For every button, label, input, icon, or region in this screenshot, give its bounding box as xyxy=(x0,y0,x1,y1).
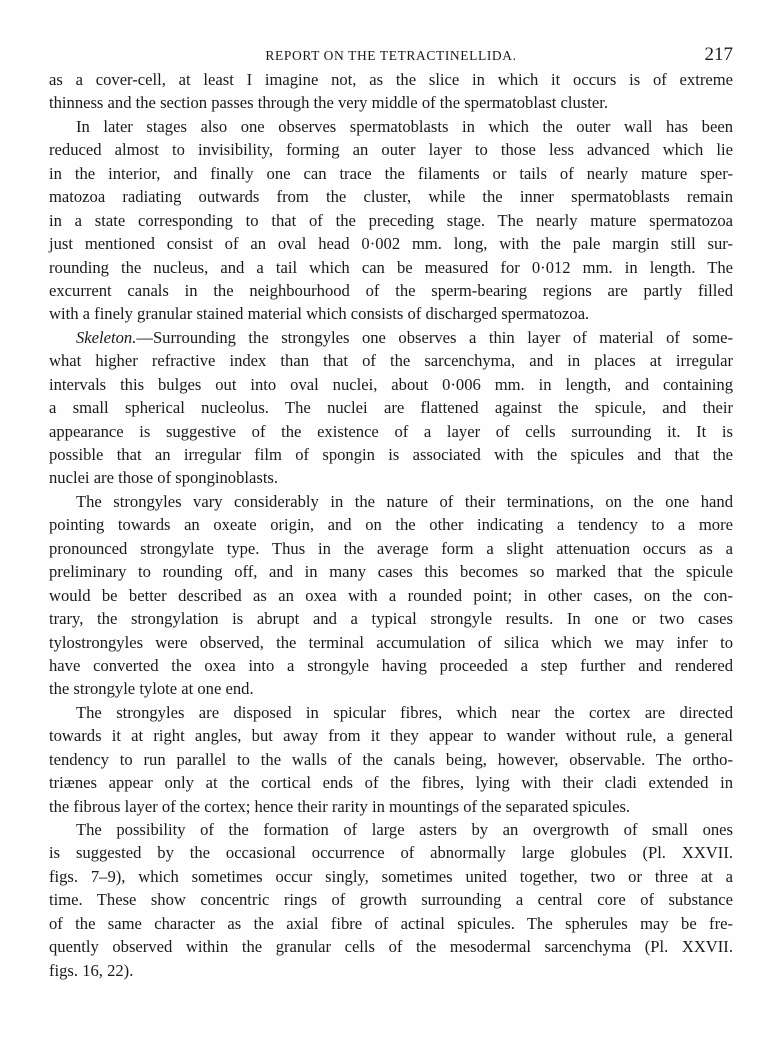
text-line: thinness and the section passes through the very middle of the spermatoblast cluster. xyxy=(49,93,608,113)
text-line: have converted the oxea into a strongyle having proceeded a step further and rendered xyxy=(49,655,733,675)
text-line: In later stages also one observes spermatoblasts in which the outer wall has been xyxy=(76,116,733,136)
text-line: would be better described as an oxea with a rounded point; in other cases, on the con- xyxy=(49,585,733,605)
text-line: time. These show concentric rings of growth surrounding a central core of substance xyxy=(49,890,733,910)
text-line: matozoa radiating outwards from the cluster, while the inner spermatoblasts remain xyxy=(49,187,733,207)
text-line: pointing towards an oxeate origin, and on the other indicating a tendency to a more xyxy=(49,515,733,535)
text-line: intervals this bulges out into oval nuclei, about 0·006 mm. in length, and containing xyxy=(49,374,733,394)
running-title: REPORT ON THE TETRACTINELLIDA. xyxy=(265,48,517,63)
text-line: quently observed within the granular cells of the mesodermal sarcenchyma (Pl. XXVII. xyxy=(49,937,733,957)
text-line: of the same character as the axial fibre of actinal spicules. The spherules may be fre- xyxy=(49,913,733,933)
section-heading-skeleton: Skeleton. xyxy=(76,327,137,347)
text-line-rest: —Surrounding the strongyles one observes a thin layer of material of some- xyxy=(136,327,733,347)
text-line: the strongyle tylote at one end. xyxy=(49,679,254,699)
text-line: trary, the strongylation is abrupt and a typical strongyle results. In one or two cases xyxy=(49,609,733,629)
text-line: in a state corresponding to that of the preceding stage. The nearly mature spermatozoa xyxy=(49,210,733,230)
paragraph-skeleton xyxy=(49,326,733,490)
text-line: The strongyles vary considerably in the nature of their terminations, on the one hand xyxy=(76,491,733,511)
text-line: tylostrongyles were observed, the terminal accumulation of silica which we may infer to xyxy=(49,632,733,652)
text-line: just mentioned consist of an oval head 0·002 mm. long, with the pale margin still sur- xyxy=(49,234,733,254)
text-line: rounding the nucleus, and a tail which can be measured for 0·012 mm. in length. The xyxy=(49,257,733,277)
text-line: figs. 16, 22). xyxy=(49,960,134,980)
text-line: figs. 7–9), which sometimes occur singly, sometimes united together, two or three at a xyxy=(49,866,733,886)
running-head xyxy=(49,44,733,68)
text-line: the fibrous layer of the cortex; hence their rarity in mountings of the separated spicules. xyxy=(49,796,631,816)
page-number: 217 xyxy=(704,44,733,65)
text-line: as a cover-cell, at least I imagine not, as the slice in which it occurs is of extreme xyxy=(49,70,733,89)
text-line: in the interior, and finally one can trace the filaments or tails of nearly mature sper- xyxy=(49,163,733,183)
text-line: nuclei are those of sponginoblasts. xyxy=(49,468,279,488)
text-line: The possibility of the formation of large asters by an overgrowth of small ones xyxy=(76,820,733,839)
text-line: pronounced strongylate type. Thus in the average form a slight attenuation occurs as a xyxy=(49,538,733,558)
text-line: tendency to run parallel to the walls of the canals being, however, observable. The ortho- xyxy=(49,749,733,769)
paragraph xyxy=(49,115,733,326)
paragraph xyxy=(49,701,733,818)
text-line: reduced almost to invisibility, forming an outer layer to those less advanced which lie xyxy=(49,140,733,160)
text-line: is suggested by the occasional occurrence of abnormally large globules (Pl. XXVII. xyxy=(49,843,733,863)
paragraph xyxy=(49,68,733,115)
text-line: what higher refractive index than that of the sarcenchyma, and in places at irregular xyxy=(49,351,733,371)
text-line: possible that an irregular film of spongin is associated with the spicules and that the xyxy=(49,445,733,464)
text-line: towards it at right angles, but away from it they appear to wander without rule, a general xyxy=(49,726,733,746)
text-line: excurrent canals in the neighbourhood of the sperm-bearing regions are partly filled xyxy=(49,280,733,300)
text-line: appearance is suggestive of the existence of a layer of cells surrounding it. It is xyxy=(49,421,733,441)
text-line: a small spherical nucleolus. The nuclei are flattened against the spicule, and their xyxy=(49,398,733,418)
text-line: The strongyles are disposed in spicular fibres, which near the cortex are directed xyxy=(76,702,733,722)
text-line xyxy=(49,326,733,349)
paragraph xyxy=(49,818,733,982)
body-text xyxy=(49,68,733,982)
text-line: with a finely granular stained material which consists of discharged spermatozoa. xyxy=(49,304,590,324)
paragraph xyxy=(49,490,733,701)
text-line: preliminary to rounding off, and in many cases this becomes so marked that the spicule xyxy=(49,562,733,582)
text-line: triænes appear only at the cortical ends of the fibres, lying with their cladi extended in xyxy=(49,773,733,793)
